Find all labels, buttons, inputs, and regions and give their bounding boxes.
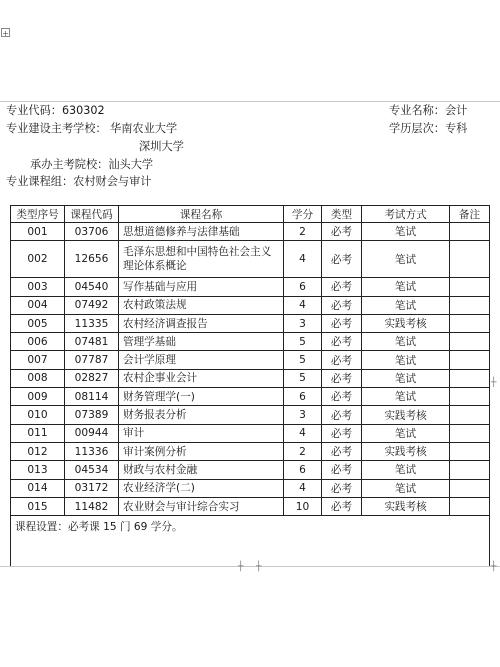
table-cell: 11335 xyxy=(65,314,119,332)
table-cell: 笔试 xyxy=(362,479,450,497)
table-row xyxy=(11,241,490,278)
table-cell: 4 xyxy=(284,241,322,278)
table-row xyxy=(11,296,490,314)
table-cell xyxy=(450,497,490,515)
table-cell: 012 xyxy=(11,442,65,460)
table-cell: 笔试 xyxy=(362,296,450,314)
table-cell: 07787 xyxy=(65,351,119,369)
table-cell: 必考 xyxy=(322,241,362,278)
blank-row xyxy=(11,536,490,567)
table-cell: 必考 xyxy=(322,461,362,479)
table-cell: 笔试 xyxy=(362,388,450,406)
table-cell: 08114 xyxy=(65,388,119,406)
course-summary: 课程设置：必考课 15 门 69 学分。 xyxy=(11,516,490,537)
table-cell xyxy=(450,333,490,351)
header-cell: 考试方式 xyxy=(362,206,450,223)
table-cell: 5 xyxy=(284,333,322,351)
table-row xyxy=(11,388,490,406)
table-row xyxy=(11,278,490,296)
table-cell xyxy=(450,424,490,442)
table-row xyxy=(11,369,490,387)
table-cell: 管理学基础 xyxy=(119,333,284,351)
table-cell: 会计学原理 xyxy=(119,351,284,369)
table-cell: 笔试 xyxy=(362,351,450,369)
table-cell: 实践考核 xyxy=(362,406,450,424)
table-cell: 011 xyxy=(11,424,65,442)
table-cell: 007 xyxy=(11,351,65,369)
table-cell: 04540 xyxy=(65,278,119,296)
table-row xyxy=(11,479,490,497)
table-cell xyxy=(450,388,490,406)
table-cell xyxy=(450,241,490,278)
table-cell: 笔试 xyxy=(362,278,450,296)
table-cell: 04534 xyxy=(65,461,119,479)
blank-cell xyxy=(11,536,490,567)
table-cell xyxy=(450,479,490,497)
table-cell: 农村政策法规 xyxy=(119,296,284,314)
table-cell: 笔试 xyxy=(362,461,450,479)
table-cell: 财政与农村金融 xyxy=(119,461,284,479)
table-cell xyxy=(450,442,490,460)
table-cell: 3 xyxy=(284,406,322,424)
table-cell: 002 xyxy=(11,241,65,278)
table-cell: 013 xyxy=(11,461,65,479)
table-cell: 5 xyxy=(284,369,322,387)
table-cell: 必考 xyxy=(322,369,362,387)
table-cell: 审计 xyxy=(119,424,284,442)
table-cell: 必考 xyxy=(322,351,362,369)
header-cell: 类型序号 xyxy=(11,206,65,223)
host-institution: 承办主考院校：汕头大学 xyxy=(30,158,154,171)
table-cell: 农村经济调查报告 xyxy=(119,314,284,332)
table-cell xyxy=(450,406,490,424)
table-row xyxy=(11,497,490,515)
table-cell: 07481 xyxy=(65,333,119,351)
header-cell: 类型 xyxy=(322,206,362,223)
header-cell: 学分 xyxy=(284,206,322,223)
major-code: 专业代码：630302 xyxy=(6,104,105,117)
table-cell: 实践考核 xyxy=(362,497,450,515)
table-row xyxy=(11,333,490,351)
table-cell: 必考 xyxy=(322,442,362,460)
table-cell: 财务报表分析 xyxy=(119,406,284,424)
table-cell: 笔试 xyxy=(362,223,450,241)
table-cell: 必考 xyxy=(322,223,362,241)
table-cell: 03172 xyxy=(65,479,119,497)
table-cell: 003 xyxy=(11,278,65,296)
table-row xyxy=(11,424,490,442)
course-group: 专业课程组：农村财会与审计 xyxy=(6,175,152,188)
table-cell: 009 xyxy=(11,388,65,406)
table-cell: 3 xyxy=(284,314,322,332)
table-cell: 必考 xyxy=(322,296,362,314)
table-cell: 4 xyxy=(284,424,322,442)
table-row xyxy=(11,223,490,241)
table-cell: 笔试 xyxy=(362,369,450,387)
table-cell: 004 xyxy=(11,296,65,314)
table-cell xyxy=(450,278,490,296)
table-cell xyxy=(450,461,490,479)
table-cell: 必考 xyxy=(322,388,362,406)
table-cell: 笔试 xyxy=(362,241,450,278)
table-cell: 02827 xyxy=(65,369,119,387)
table-cell: 农村企事业会计 xyxy=(119,369,284,387)
header-cell: 备注 xyxy=(450,206,490,223)
table-cell: 写作基础与应用 xyxy=(119,278,284,296)
table-cell: 实践考核 xyxy=(362,314,450,332)
summary-row xyxy=(11,516,490,537)
table-cell xyxy=(450,223,490,241)
table-cell: 农业财会与审计综合实习 xyxy=(119,497,284,515)
table-cell: 07492 xyxy=(65,296,119,314)
table-row xyxy=(11,314,490,332)
table-row xyxy=(11,442,490,460)
table-cell: 015 xyxy=(11,497,65,515)
table-cell: 必考 xyxy=(322,406,362,424)
table-cell: 010 xyxy=(11,406,65,424)
table-cell: 00944 xyxy=(65,424,119,442)
table-cell: 008 xyxy=(11,369,65,387)
table-cell: 5 xyxy=(284,351,322,369)
school-2: 深圳大学 xyxy=(139,140,184,153)
table-cell: 11336 xyxy=(65,442,119,460)
table-cell: 006 xyxy=(11,333,65,351)
school-1: 华南农业大学 xyxy=(110,122,178,135)
table-cell: 实践考核 xyxy=(362,442,450,460)
table-cell: 必考 xyxy=(322,314,362,332)
header-cell: 课程名称 xyxy=(119,206,284,223)
school-label: 专业建设主考学校： xyxy=(6,122,107,135)
table-cell: 必考 xyxy=(322,278,362,296)
table-row xyxy=(11,406,490,424)
table-cell: 4 xyxy=(284,479,322,497)
table-cell xyxy=(450,351,490,369)
table-cell: 毛泽东思想和中国特色社会主义理论体系概论 xyxy=(119,241,284,278)
education-level: 学历层次：专科 xyxy=(389,122,468,135)
table-cell: 必考 xyxy=(322,333,362,351)
table-cell: 6 xyxy=(284,278,322,296)
table-cell: 笔试 xyxy=(362,424,450,442)
page-margin-line xyxy=(0,101,500,102)
table-cell: 审计案例分析 xyxy=(119,442,284,460)
table-cell: 11482 xyxy=(65,497,119,515)
table-cell: 笔试 xyxy=(362,333,450,351)
table-cell: 03706 xyxy=(65,223,119,241)
table-cell xyxy=(450,369,490,387)
table-cell: 07389 xyxy=(65,406,119,424)
table-cell: 财务管理学(一) xyxy=(119,388,284,406)
course-table xyxy=(10,205,490,567)
header-cell: 课程代码 xyxy=(65,206,119,223)
table-header-row xyxy=(11,206,490,223)
table-cell: 014 xyxy=(11,479,65,497)
table-cell xyxy=(450,296,490,314)
table-cell: 12656 xyxy=(65,241,119,278)
table-cell: 必考 xyxy=(322,497,362,515)
table-cell xyxy=(450,314,490,332)
table-cell: 2 xyxy=(284,223,322,241)
table-cell: 必考 xyxy=(322,424,362,442)
table-cell: 6 xyxy=(284,461,322,479)
table-move-handle[interactable]: + xyxy=(2,29,9,38)
table-cell: 必考 xyxy=(322,479,362,497)
table-cell: 农业经济学(二) xyxy=(119,479,284,497)
table-cell: 思想道德修养与法律基础 xyxy=(119,223,284,241)
table-cell: 2 xyxy=(284,442,322,460)
table-row xyxy=(11,461,490,479)
table-cell: 4 xyxy=(284,296,322,314)
table-cell: 6 xyxy=(284,388,322,406)
column-marker: ┼ xyxy=(256,562,262,572)
row-marker: ┼ xyxy=(491,562,497,572)
row-marker: ┼ xyxy=(491,378,497,388)
table-cell: 005 xyxy=(11,314,65,332)
table-cell: 10 xyxy=(284,497,322,515)
page-margin-line xyxy=(0,566,500,567)
table-row xyxy=(11,351,490,369)
major-name: 专业名称：会计 xyxy=(389,104,468,117)
column-marker: ┼ xyxy=(238,562,244,572)
table-cell: 001 xyxy=(11,223,65,241)
